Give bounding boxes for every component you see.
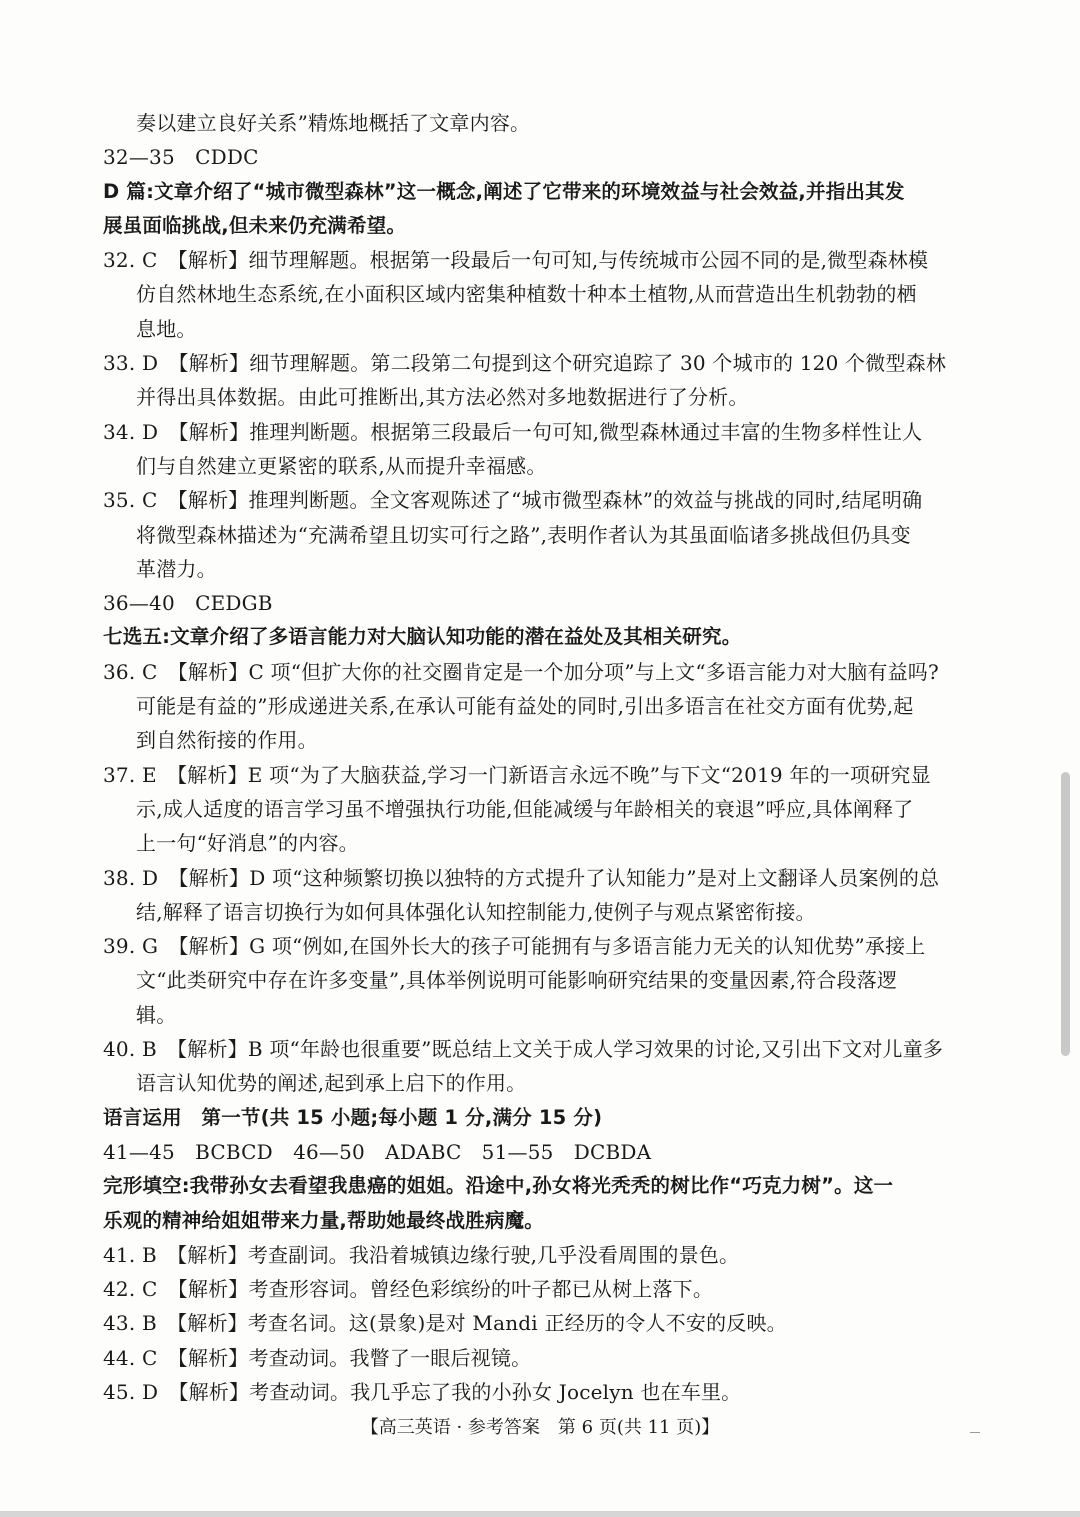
answer-line: 44. C 【解析】考查动词。我瞥了一眼后视镜。 <box>103 1345 532 1370</box>
answer-line: 39. G 【解析】G 项“例如,在国外长大的孩子可能拥有与多语言能力无关的认知优势”承接上 <box>103 934 926 959</box>
answer-line: 32. C 【解析】细节理解题。根据第一段最后一句可知,与传统城市公园不同的是,微型森林模 <box>103 248 929 273</box>
answer-line: 语言认知优势的阐述,起到承上启下的作用。 <box>136 1071 527 1096</box>
section-heading-line: 乐观的精神给姐姐带来力量,帮助她最终战胜病魔。 <box>103 1208 545 1232</box>
answer-line: 到自然衔接的作用。 <box>136 728 318 753</box>
answer-line: 37. E 【解析】E 项“为了大脑获益,学习一门新语言永远不晚”与下文“2019 年的一项研究显 <box>103 762 931 787</box>
vertical-scrollbar[interactable] <box>1061 772 1070 1056</box>
bottom-edge-bar <box>0 1511 1080 1517</box>
answer-line: 仿自然林地生态系统,在小面积区域内密集种植数十种本土植物,从而营造出生机勃勃的栖 <box>136 282 917 307</box>
answer-line: 38. D 【解析】D 项“这种频繁切换以独特的方式提升了认知能力”是对上文翻译人员案例的总 <box>103 865 940 890</box>
section-heading-line: D 篇:文章介绍了“城市微型森林”这一概念,阐述了它带来的环境效益与社会效益,并指出其发 <box>103 179 905 203</box>
answer-line: 41—45 BCBCD 46—50 ADABC 51—55 DCBDA <box>103 1139 652 1164</box>
answer-line: 可能是有益的”形成递进关系,在承认可能有益处的同时,引出多语言在社交方面有优势,起 <box>136 694 914 719</box>
answer-line: 奏以建立良好关系”精炼地概括了文章内容。 <box>136 111 531 135</box>
answer-line: 革潜力。 <box>136 556 217 581</box>
section-heading-line: 语言运用 第一节(共 15 小题;每小题 1 分,满分 15 分) <box>103 1105 603 1129</box>
page-footer: 【高三英语 · 参考答案 第 6 页(共 11 页)】 <box>360 1417 720 1438</box>
answer-line: 35. C 【解析】推理判断题。全文客观陈述了“城市微型森林”的效益与挑战的同时,结尾明确 <box>103 488 923 513</box>
answer-line: 36—40 CEDGB <box>103 591 273 616</box>
answer-line: 45. D 【解析】考查动词。我几乎忘了我的小孙女 Jocelyn 也在车里。 <box>103 1379 742 1404</box>
section-heading-line: 展虽面临挑战,但未来仍充满希望。 <box>103 213 407 237</box>
answer-line: 示,成人适度的语言学习虽不增强执行功能,但能减缓与年龄相关的衰退”呼应,具体阐释了 <box>136 796 914 821</box>
answer-line: 文“此类研究中存在许多变量”,具体举例说明可能影响研究结果的变量因素,符合段落逻 <box>136 968 898 993</box>
answer-line: 41. B 【解析】考查副词。我沿着城镇边缘行驶,几乎没看周围的景色。 <box>103 1242 740 1267</box>
answer-line: 42. C 【解析】考查形容词。曾经色彩缤纷的叶子都已从树上落下。 <box>103 1277 714 1302</box>
answer-line: 36. C 【解析】C 项“但扩大你的社交圈肯定是一个加分项”与上文“多语言能力对大脑有益吗? <box>103 659 939 684</box>
answer-line: 辑。 <box>136 1002 177 1027</box>
page-mark <box>970 1432 980 1433</box>
answer-line: 40. B 【解析】B 项“年龄也很重要”既总结上文关于成人学习效果的讨论,又引出下文对儿童多 <box>103 1037 944 1062</box>
answer-line: 上一句“好消息”的内容。 <box>136 831 359 856</box>
answer-content <box>103 106 983 1409</box>
answer-line: 34. D 【解析】推理判断题。根据第三段最后一句可知,微型森林通过丰富的生物多样性让人 <box>103 419 923 444</box>
section-heading-line: 七选五:文章介绍了多语言能力对大脑认知功能的潜在益处及其相关研究。 <box>103 625 742 649</box>
answer-line: 将微型森林描述为“充满希望且切实可行之路”,表明作者认为其虽面临诸多挑战但仍具变 <box>136 522 911 547</box>
answer-line: 并得出具体数据。由此可推断出,其方法必然对多地数据进行了分析。 <box>136 385 749 410</box>
answer-line: 33. D 【解析】细节理解题。第二段第二句提到这个研究追踪了 30 个城市的 120 个微型森林 <box>103 351 947 376</box>
answer-line: 息地。 <box>136 316 197 341</box>
answer-line: 32—35 CDDC <box>103 145 259 170</box>
answer-line: 43. B 【解析】考查名词。这(景象)是对 Mandi 正经历的令人不安的反映。 <box>103 1311 787 1336</box>
section-heading-line: 完形填空:我带孙女去看望我患癌的姐姐。沿途中,孙女将光秃秃的树比作“巧克力树”。这一 <box>103 1174 894 1198</box>
answer-line: 们与自然建立更紧密的联系,从而提升幸福感。 <box>136 453 547 478</box>
answer-line: 结,解释了语言切换行为如何具体强化认知控制能力,使例子与观点紧密衔接。 <box>136 899 816 924</box>
